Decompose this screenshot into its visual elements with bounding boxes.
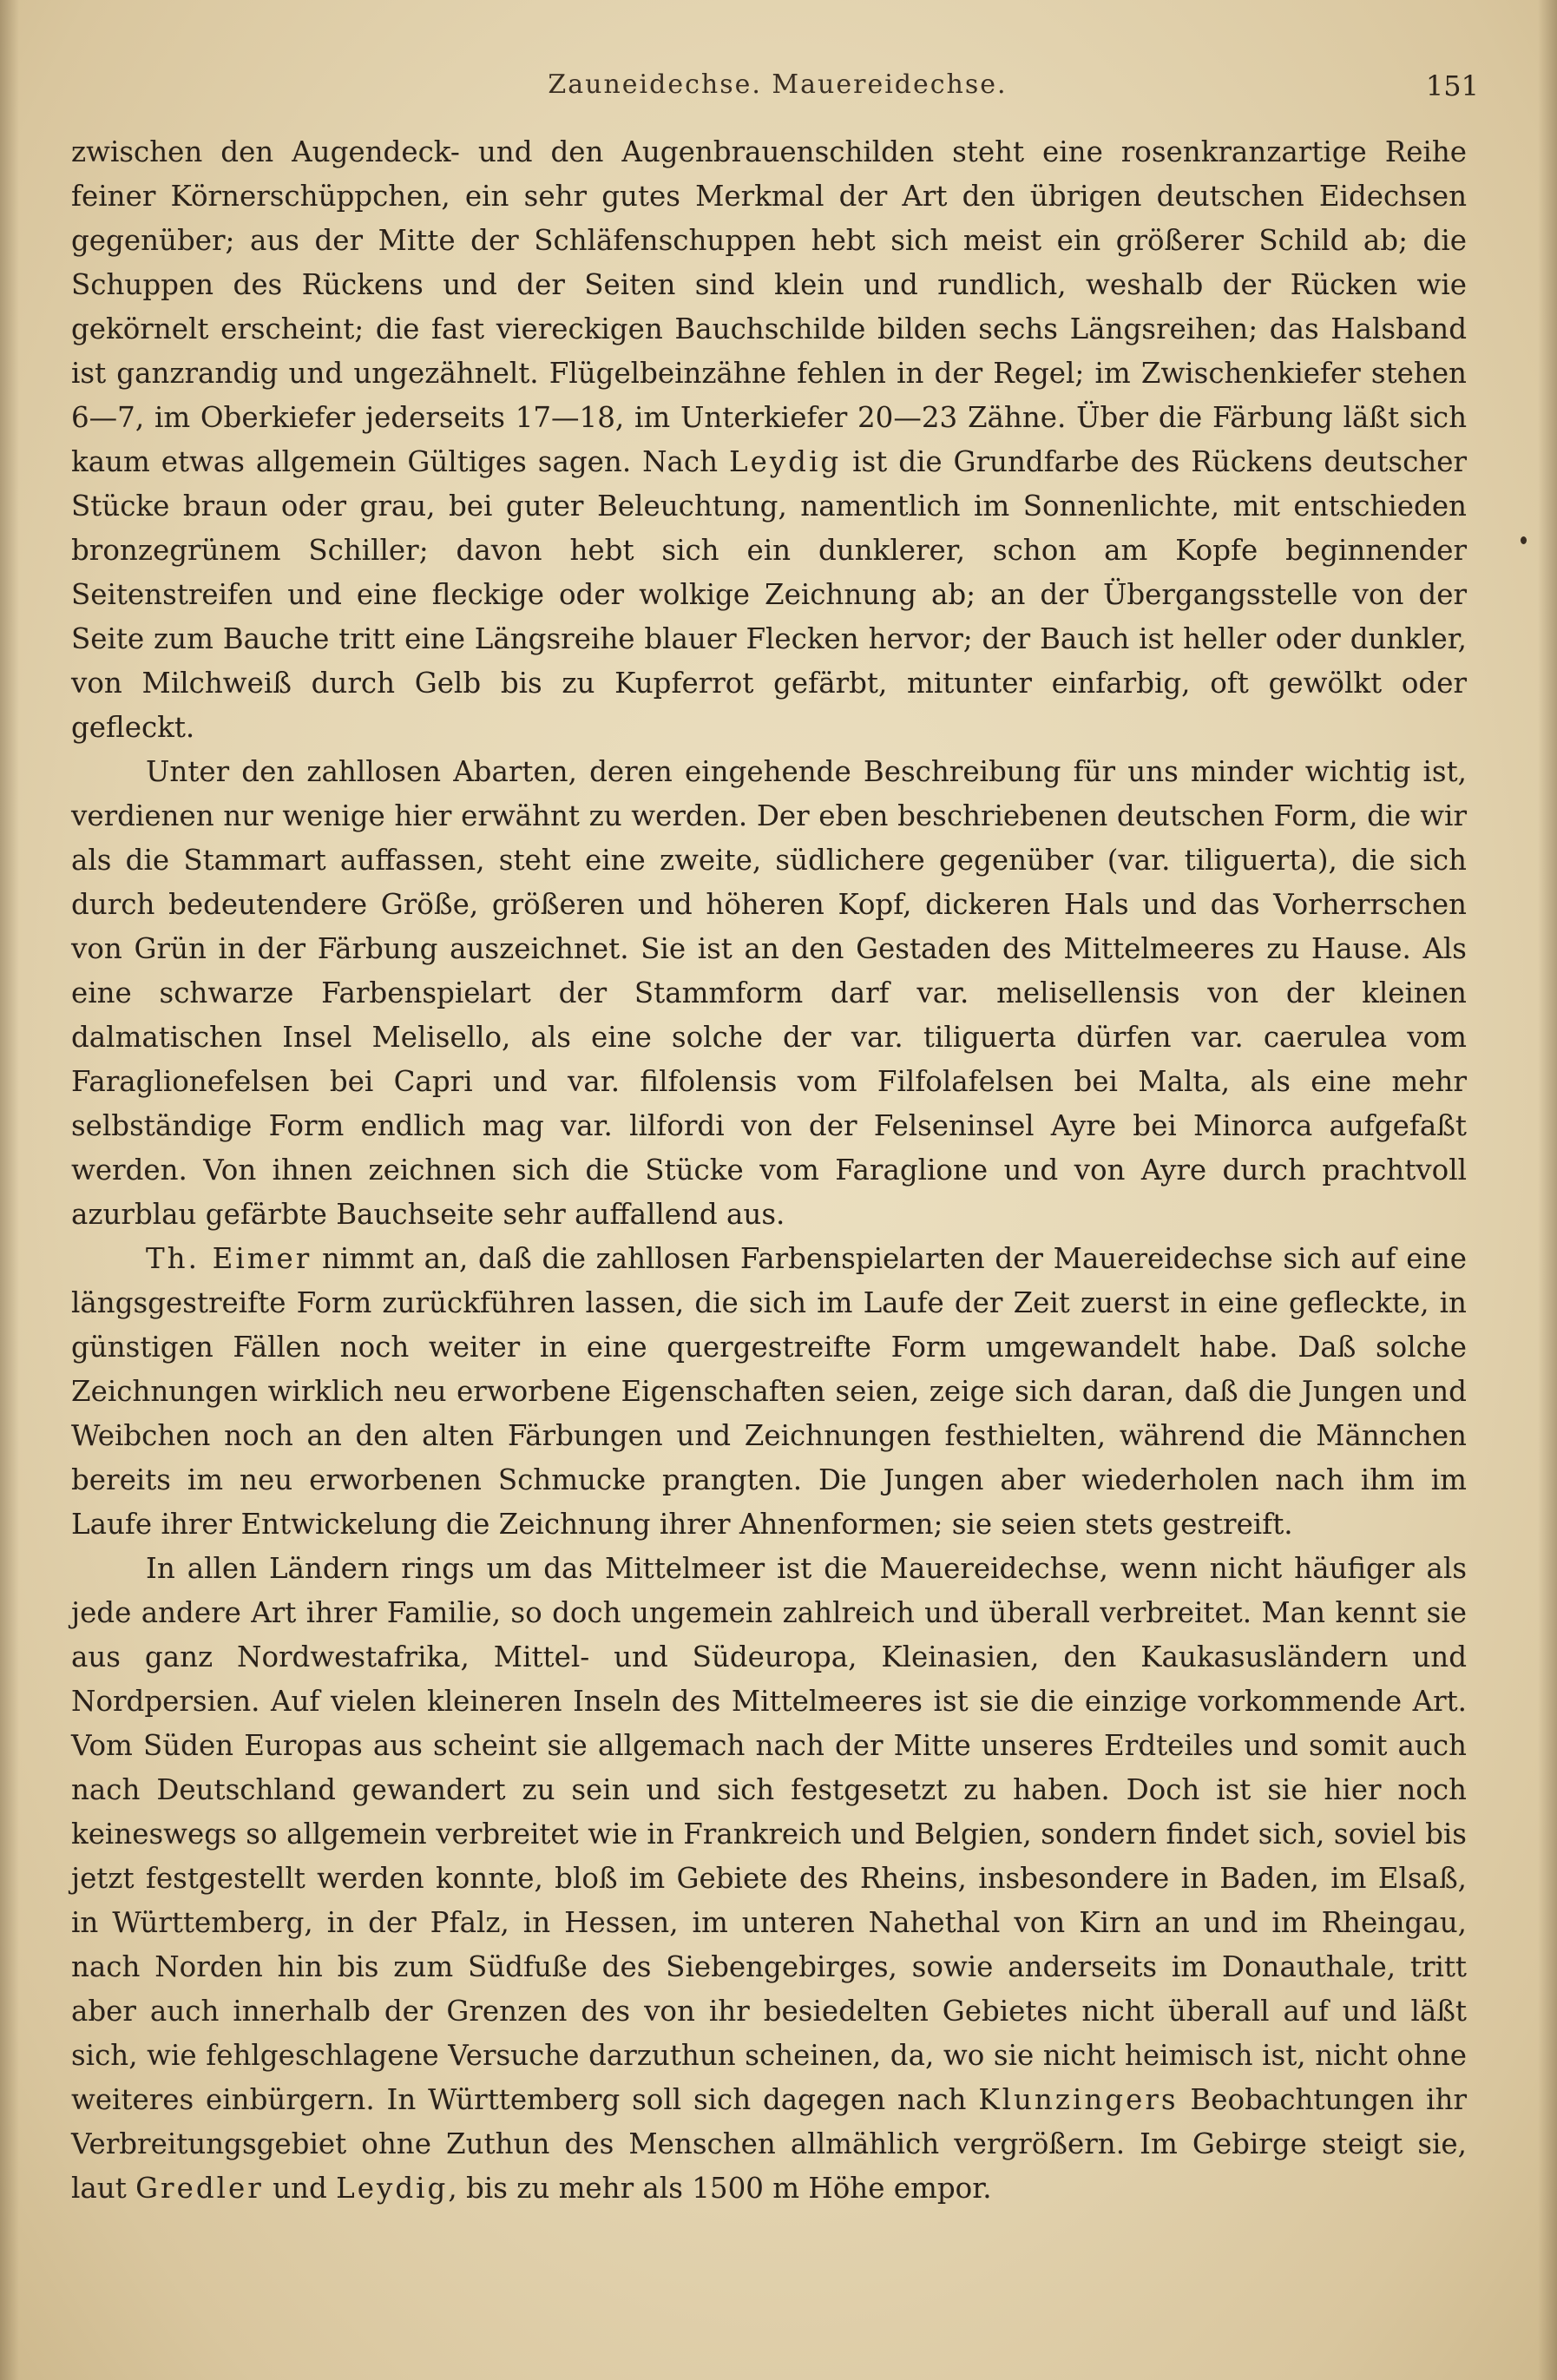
ink-speck xyxy=(1521,536,1527,544)
page-edge-shadow-left xyxy=(0,0,19,2380)
text-segment: und xyxy=(263,2172,337,2205)
text-segment: In allen Ländern rings um das Mittelmeer ist die Mauereidechse, wenn nicht häufiger als jede andere Art ihrer Familie, so doch ungemein zahlreich und überall verbreitet. Man kennt sie aus ganz Nordwestafrika, Mittel- und Südeuropa, Kleinasien, den Kaukasusländern und Nordpersien. Auf vielen kleineren Inseln des Mittelmeeres ist sie die einzige vorkommende Art. Vom Süden Europas aus scheint sie allgemach nach der Mitte unseres Erdteiles und somit auch nach Deutschland gewandert zu sein und sich festgesetzt zu haben. Doch ist sie hier noch keineswegs so allgemein verbreitet wie in Frankreich und Belgien, sondern findet sich, soviel bis jetzt festgestellt werden konnte, bloß im Gebiete des Rheins, insbesondere in Baden, im Elsaß, in Württemberg, in der Pfalz, in Hessen, im unteren Nahethal von Kirn an und im Rheingau, nach Norden hin bis zum Südfuße des Siebengebirges, sowie anderseits im Donauthale, tritt aber auch innerhalb der Grenzen des von ihr besiedelten Gebietes nicht überall auf und läßt sich, wie fehlgeschlagene Versuche darzuthun scheinen, da, wo sie nicht heimisch ist, nicht ohne weiteres einbürgern. In Württemberg soll sich dagegen nach xyxy=(71,1552,1467,2116)
body-text xyxy=(71,130,1467,2211)
text-segment: nimmt an, daß die zahllosen Farbenspielarten der Mauereidechse sich auf eine längsgestreifte Form zurückführen lassen, die sich im Laufe der Zeit zuerst in eine gefleckte, in günstigen Fällen noch weiter in eine quergestreifte Form umgewandelt habe. Daß solche Zeichnungen wirklich neu erworbene Eigenschaften seien, zeige sich daran, daß die Jungen und Weibchen noch an den alten Färbungen und Zeichnungen festhielten, während die Männchen bereits im neu erworbenen Schmucke prangten. Die Jungen aber wiederholen nach ihm im Laufe ihrer Entwickelung die Zeichnung ihrer Ahnenformen; sie seien stets gestreift. xyxy=(71,1242,1467,1541)
running-head: Zauneidechse. Mauereidechse. xyxy=(548,69,1008,100)
text-segment: , bis zu mehr als 1500 m Höhe empor. xyxy=(448,2172,992,2205)
emphasized-name: Leydig xyxy=(336,2172,449,2205)
emphasized-name: Leydig xyxy=(728,445,842,478)
paragraph xyxy=(71,750,1467,1237)
text-segment: ist die Grundfarbe des Rückens deutscher Stücke braun oder grau, bei guter Beleuchtung, namentlich im Sonnenlichte, mit entschieden bronzegrünem Schiller; davon hebt sich ein dunklerer, schon am Kopfe beginnender Seitenstreifen und eine fleckige oder wolkige Zeichnung ab; an der Übergangsstelle von der Seite zum Bauche tritt eine Längsreihe blauer Flecken hervor; der Bauch ist heller oder dunkler, von Milchweiß durch Gelb bis zu Kupferrot gefärbt, mitunter einfarbig, oft gewölkt oder gefleckt. xyxy=(71,445,1467,744)
page-header xyxy=(76,69,1479,122)
emphasized-name: Klunzingers xyxy=(978,2083,1179,2116)
paragraph xyxy=(71,130,1467,750)
paragraph xyxy=(71,1547,1467,2211)
page-number: 151 xyxy=(1425,69,1479,102)
text-segment: Unter den zahllosen Abarten, deren eingehende Beschreibung für uns minder wichtig ist, verdienen nur wenige hier erwähnt zu werden. Der eben beschriebenen deutschen Form, die wir als die Stammart auffassen, steht eine zweite, südlichere gegenüber (var. tiliguerta), die sich durch bedeutendere Größe, größeren und höheren Kopf, dickeren Hals und das Vorherrschen von Grün in der Färbung auszeichnet. Sie ist an den Gestaden des Mittelmeeres zu Hause. Als eine schwarze Farbenspielart der Stammform darf var. melisellensis von der kleinen dalmatischen Insel Melisello, als eine solche der var. tiliguerta dürfen var. caerulea vom Faraglionefelsen bei Capri und var. filfolensis vom Filfolafelsen bei Malta, als eine mehr selbständige Form endlich mag var. lilfordi von der Felseninsel Ayre bei Minorca aufgefaßt werden. Von ihnen zeichnen sich die Stücke vom Faraglione und von Ayre durch prachtvoll azurblau gefärbte Bauchseite sehr auffallend aus. xyxy=(71,755,1467,1231)
text-segment: zwischen den Augendeck- und den Augenbrauenschilden steht eine rosenkranzartige Reihe feiner Körnerschüppchen, ein sehr gutes Merkmal der Art den übrigen deutschen Eidechsen gegenüber; aus der Mitte der Schläfenschuppen hebt sich meist ein größerer Schild ab; die Schuppen des Rückens und der Seiten sind klein und rundlich, weshalb der Rücken wie gekörnelt erscheint; die fast viereckigen Bauchschilde bilden sechs Längsreihen; das Halsband ist ganzrandig und ungezähnelt. Flügelbeinzähne fehlen in der Regel; im Zwischenkiefer stehen 6—7, im Oberkiefer jederseits 17—18, im Unterkiefer 20—23 Zähne. Über die Färbung läßt sich kaum etwas allgemein Gültiges sagen. Nach xyxy=(71,135,1467,478)
emphasized-name: Th. Eimer xyxy=(146,1242,312,1275)
page-edge-shadow-right xyxy=(1538,0,1557,2380)
paragraph xyxy=(71,1237,1467,1547)
emphasized-name: Gredler xyxy=(135,2172,264,2205)
text-segment: Beobachtungen ihr Verbreitungsgebiet ohne Zuthun des Menschen allmählich vergrößern. Im Gebirge steigt sie, laut xyxy=(71,2083,1467,2205)
